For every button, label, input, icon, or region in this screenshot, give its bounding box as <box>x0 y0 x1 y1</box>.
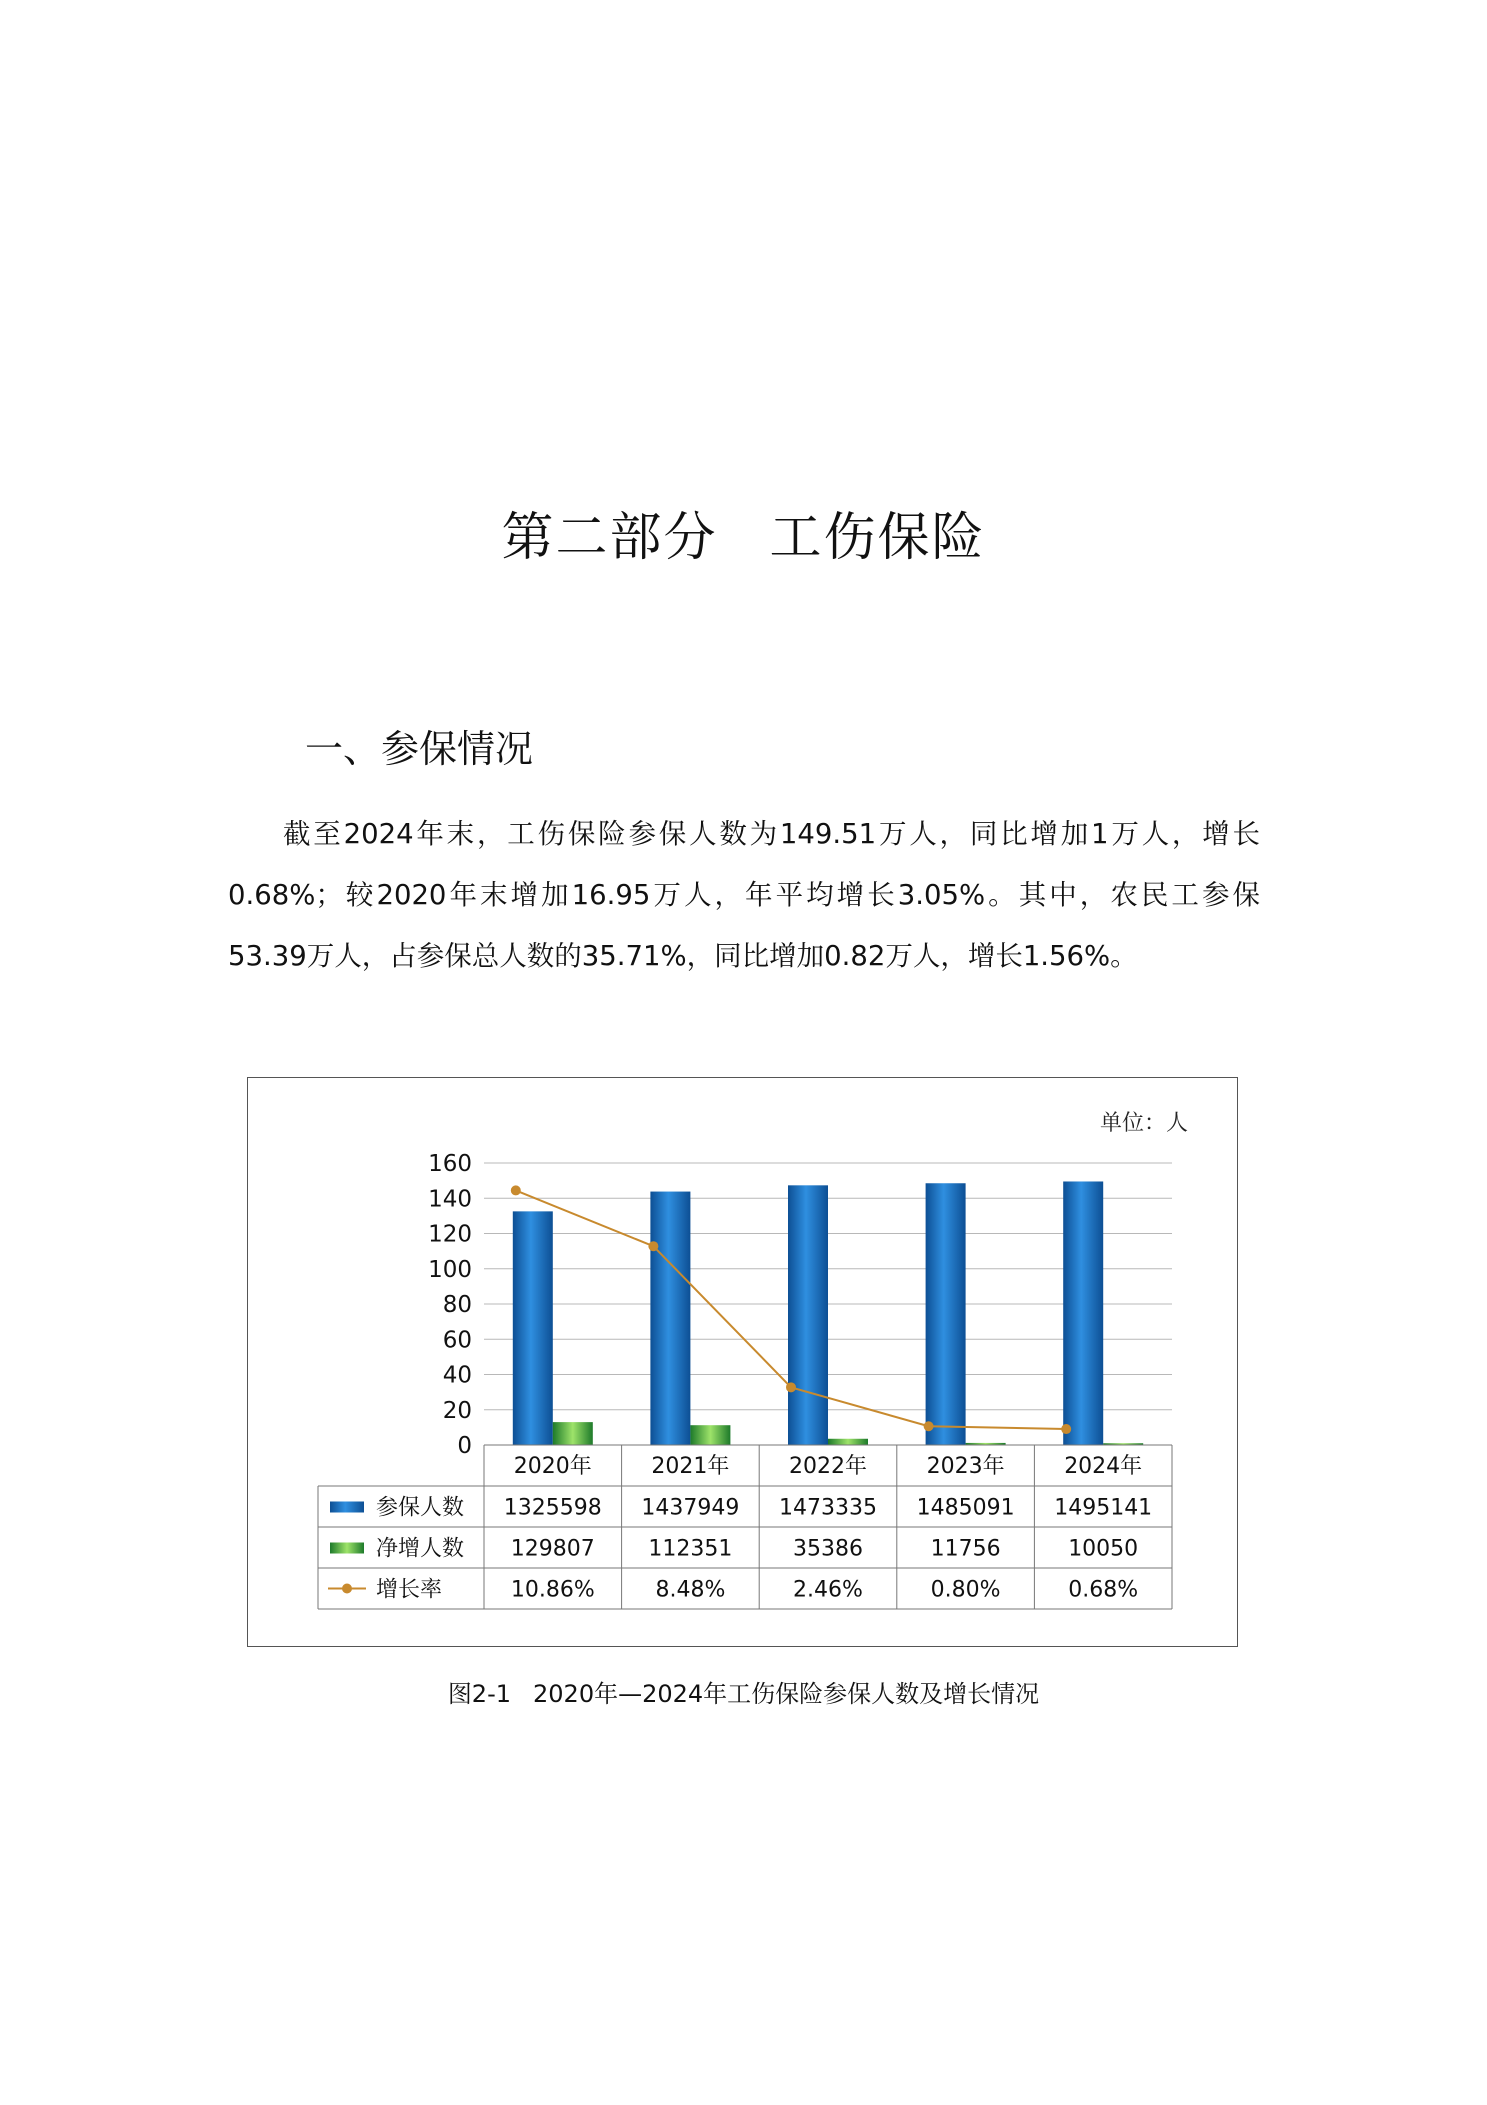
category-label: 2024年 <box>1064 1454 1143 1479</box>
data-label: 112351 <box>648 1536 733 1562</box>
chart-data-table <box>318 1445 1172 1609</box>
growth-rate-point <box>786 1382 796 1392</box>
growth-rate-point <box>648 1241 658 1251</box>
body-paragraph: 截至2024年末，工伤保险参保人数为149.51万人，同比增加1万人，增长0.68%；较2020年末增加16.95万人，年平均增长3.05%。其中，农民工参保53.39万人，占参保总人数的35.71%，同比增加0.82万人，增长1.56%。 <box>228 818 1260 972</box>
data-label: 0.80% <box>930 1577 1001 1603</box>
legend-swatch <box>342 1584 352 1594</box>
chart-svg <box>248 1078 1236 1645</box>
data-label: 0.68% <box>1068 1577 1139 1603</box>
data-label: 10.86% <box>510 1577 595 1603</box>
growth-rate-point <box>511 1185 521 1195</box>
growth-rate-point <box>1061 1424 1071 1434</box>
data-label: 8.48% <box>655 1577 726 1603</box>
legend-label: 净增人数 <box>376 1536 465 1562</box>
caption-label: 图2-1 <box>447 1680 512 1708</box>
bar-insured <box>513 1211 553 1445</box>
y-tick-label: 20 <box>442 1397 472 1424</box>
legend-label: 参保人数 <box>376 1495 465 1521</box>
y-tick-label: 80 <box>442 1292 472 1318</box>
y-tick-label: 160 <box>428 1151 472 1177</box>
y-tick-label: 40 <box>442 1362 472 1389</box>
data-label: 1437949 <box>641 1495 740 1521</box>
y-axis-ticks <box>428 1151 472 1459</box>
bar-net-increase <box>690 1425 730 1445</box>
growth-rate-point <box>924 1421 934 1431</box>
part-number: 第二部分 <box>501 508 718 568</box>
data-label: 1495141 <box>1054 1495 1153 1521</box>
data-label: 1325598 <box>503 1495 602 1521</box>
category-label: 2020年 <box>513 1454 592 1479</box>
data-label: 10050 <box>1068 1536 1139 1562</box>
data-label: 2.46% <box>793 1577 863 1603</box>
y-tick-label: 120 <box>428 1221 472 1248</box>
chart-frame <box>247 1077 1238 1647</box>
y-tick-label: 100 <box>428 1256 472 1283</box>
y-tick-label: 140 <box>428 1186 472 1213</box>
legend-label: 增长率 <box>376 1577 443 1603</box>
data-label: 11756 <box>930 1536 1001 1562</box>
category-label: 2022年 <box>789 1454 867 1479</box>
data-label: 1473335 <box>779 1495 877 1521</box>
y-tick-label: 0 <box>457 1433 472 1459</box>
figure-caption <box>0 1674 1487 1709</box>
data-label: 1485091 <box>916 1495 1015 1521</box>
bar-net-increase <box>553 1422 593 1445</box>
category-label: 2023年 <box>926 1454 1005 1479</box>
part-title <box>0 495 1487 570</box>
legend-swatch <box>330 1502 364 1513</box>
bar-insured <box>650 1192 690 1445</box>
section-heading: 一、参保情况 <box>305 727 534 771</box>
unit-label: 单位：人 <box>1099 1111 1188 1136</box>
category-label: 2021年 <box>651 1454 730 1479</box>
part-name: 工伤保险 <box>769 508 986 568</box>
bar-net-increase <box>828 1439 868 1445</box>
legend-swatch <box>330 1543 364 1554</box>
bar-insured <box>1063 1181 1103 1445</box>
bar-insured <box>788 1185 828 1445</box>
bar-insured <box>926 1183 966 1445</box>
data-label: 35386 <box>793 1536 863 1562</box>
caption-text: 2020年—2024年工伤保险参保人数及增长情况 <box>533 1680 1040 1708</box>
chart-bars <box>513 1181 1143 1445</box>
data-label: 129807 <box>510 1536 595 1562</box>
y-tick-label: 60 <box>442 1327 472 1354</box>
